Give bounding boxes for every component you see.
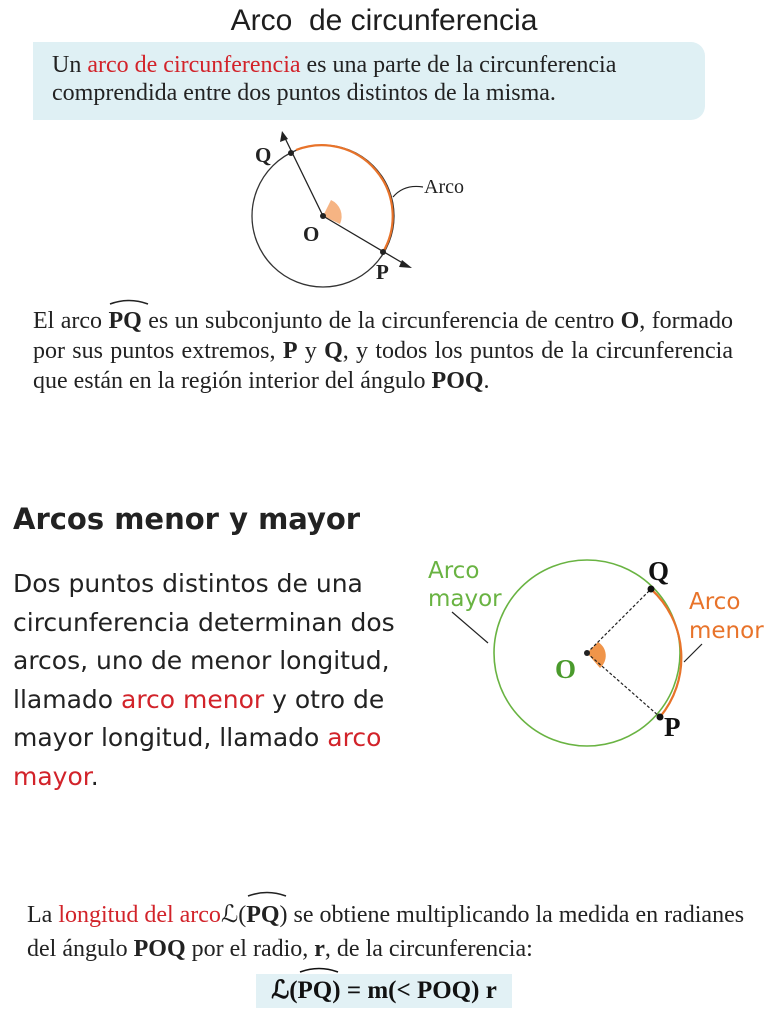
label-o: O <box>303 222 320 246</box>
point-q <box>288 150 294 156</box>
label-p: P <box>664 712 681 742</box>
formula-rhs: ) = m(< POQ) r <box>332 977 497 1004</box>
text-segment: , formado por sus puntos extremos, <box>33 308 733 364</box>
arc-length-formula <box>256 974 512 1008</box>
text-segment: Dos puntos distintos de una circunferencia determinan dos arcos, uno de menor longitud, llamado <box>13 569 395 714</box>
menor-leader-line <box>684 644 702 662</box>
arc-diagram <box>240 128 500 288</box>
label-q: Q <box>255 143 272 167</box>
label-arco: Arco <box>424 176 464 198</box>
section-heading: Arcos menor y mayor <box>13 502 361 536</box>
point-p <box>380 249 386 255</box>
text-segment: , de la circunferencia: <box>324 936 533 962</box>
arco-leader-line <box>393 186 423 197</box>
arco-menor-highlight: arco menor <box>121 684 265 714</box>
text-segment: El arco <box>33 308 109 334</box>
text-segment: , y todos los puntos de la circunferencia que están en la región interior del ángulo <box>33 338 734 394</box>
arc-pq-symbol <box>298 974 333 1008</box>
mayor-leader-line <box>452 612 488 643</box>
text-segment: es un subconjunto de la circunferencia de centro <box>141 308 621 334</box>
label-arco-mayor-1: Arco <box>428 558 480 584</box>
text-segment: . <box>483 368 490 394</box>
arc-length-paragraph <box>27 898 747 966</box>
arc-description-paragraph <box>33 306 733 396</box>
bold-r: r <box>314 936 325 962</box>
arc-pq-text: PQ <box>246 902 280 928</box>
major-minor-arc-diagram <box>410 545 768 755</box>
length-symbol: ℒ( <box>220 902 247 928</box>
text-segment: . <box>90 761 99 791</box>
arrow-p-icon <box>399 260 412 268</box>
label-q: Q <box>648 556 670 586</box>
text-segment: por el radio, <box>185 936 315 962</box>
text-segment: y otro de mayor longitud, llamado <box>13 684 385 752</box>
arc-pq-text: PQ <box>297 977 333 1004</box>
page-title: Arco de circunferencia <box>230 4 538 37</box>
label-arco-menor-1: Arco <box>689 589 741 615</box>
label-arco-menor-2: menor <box>689 618 764 644</box>
arco-mayor-highlight: arco mayor <box>13 723 382 791</box>
bold-poq: POQ <box>133 936 186 962</box>
minor-arc <box>651 589 681 717</box>
text-segment: La <box>27 902 59 928</box>
bold-p: P <box>282 338 298 364</box>
definition-text <box>52 51 702 107</box>
longitud-highlight: longitud del arco <box>58 902 221 928</box>
label-p: P <box>376 260 389 284</box>
definition-prefix: Un <box>52 52 88 78</box>
center-point-o <box>320 213 326 219</box>
formula-symbol: ℒ( <box>271 977 298 1004</box>
label-o: O <box>555 654 577 684</box>
point-p <box>657 714 664 721</box>
arc-pq-text: PQ <box>108 308 142 334</box>
angle-sector <box>587 642 606 668</box>
bold-o: O <box>620 308 640 334</box>
arc-accent-icon <box>247 889 287 897</box>
arcs-description-paragraph <box>13 565 403 796</box>
definition-highlight: arco de circunferencia <box>87 52 301 78</box>
definition-suffix: es una parte de la circunferencia comprendida entre dos puntos distintos de la misma. <box>52 52 617 106</box>
bold-q: Q <box>324 338 343 364</box>
point-q <box>648 586 655 593</box>
arc-pq-symbol <box>108 306 141 336</box>
text-segment: ) se obtiene multiplicando la medida en radianes del ángulo <box>27 902 745 962</box>
bold-poq: POQ <box>431 368 484 394</box>
label-arco-mayor-2: mayor <box>428 586 502 612</box>
center-point-o <box>584 650 590 656</box>
arc-accent-icon <box>299 965 339 973</box>
text-segment: y <box>297 338 325 364</box>
angle-sector <box>323 200 342 224</box>
arc-pq-symbol <box>246 898 279 932</box>
arc-accent-icon <box>109 297 149 305</box>
